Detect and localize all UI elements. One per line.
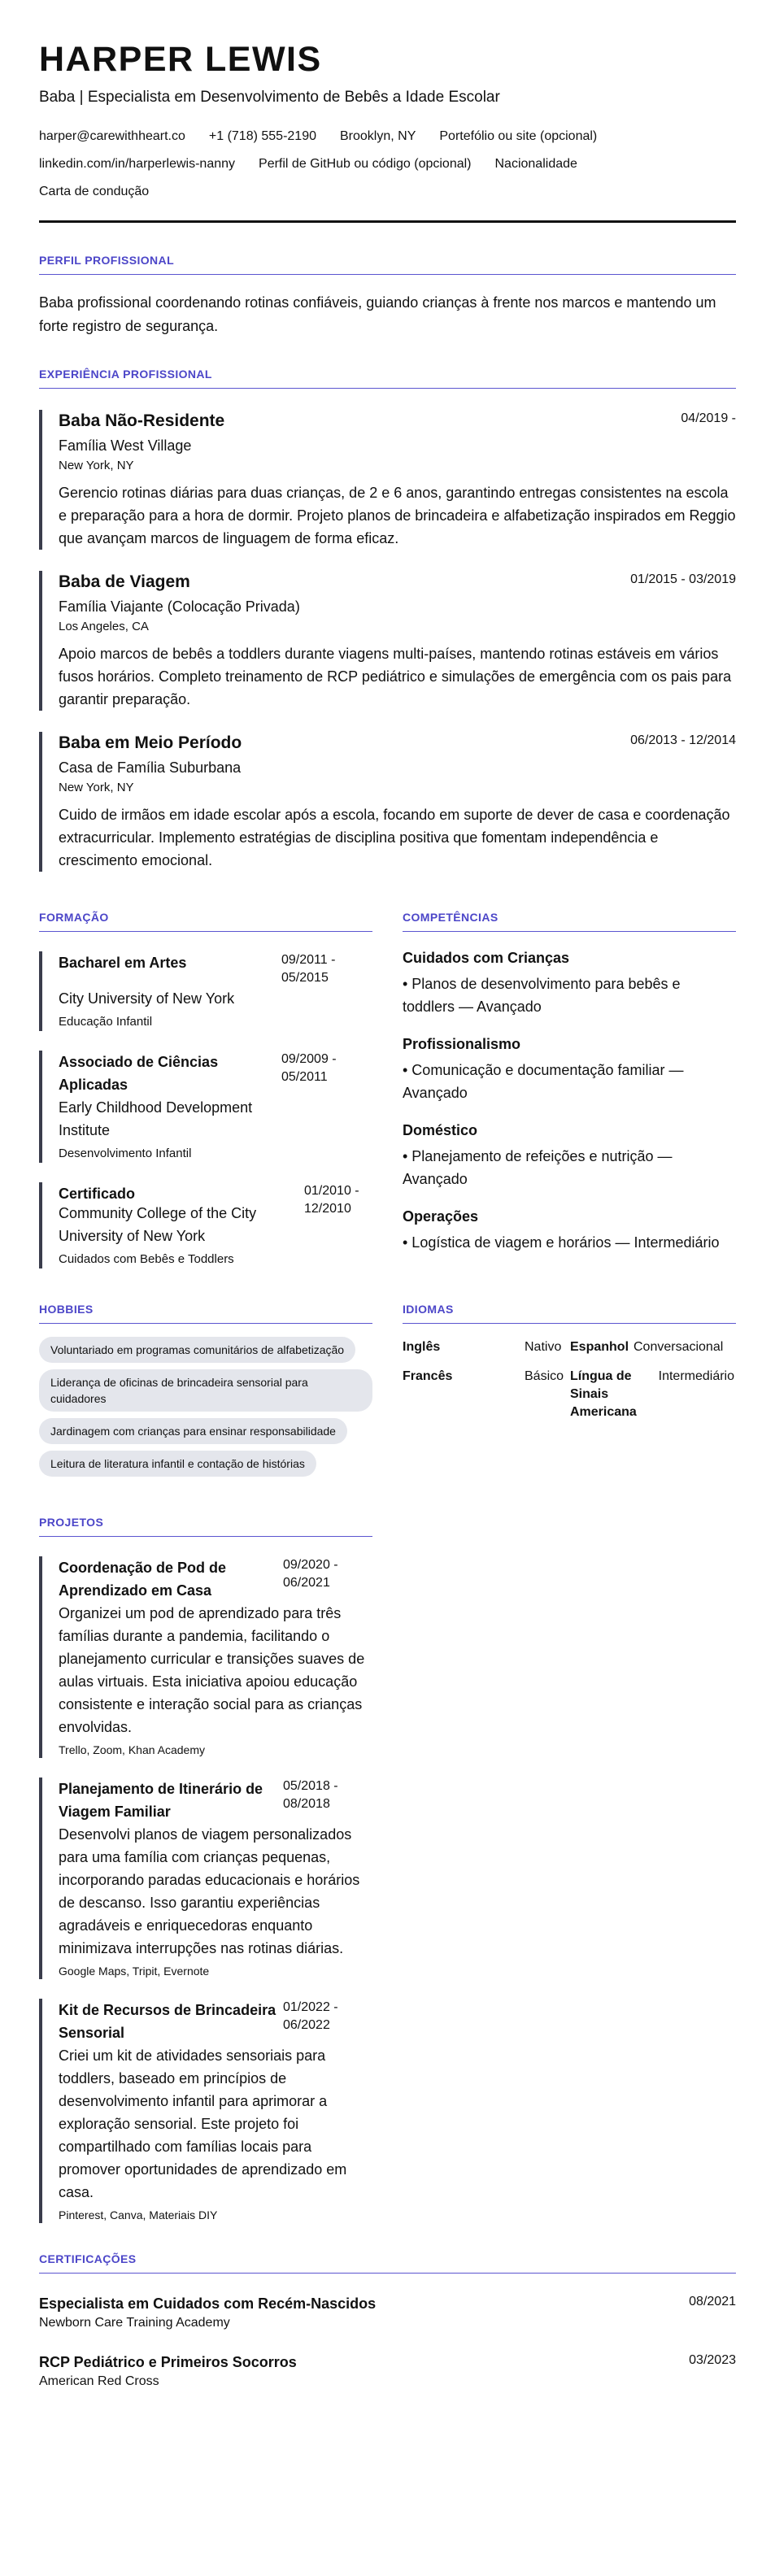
summary-section (39, 254, 736, 338)
language-level: Conversacional (633, 1340, 724, 1354)
section-title: PERFIL PROFISSIONAL (39, 254, 736, 275)
project-name: Kit de Recursos de Brincadeira Sensorial (59, 2002, 276, 2041)
hobby-chip: Liderança de oficinas de brincadeira sensorial para cuidadores (39, 1369, 372, 1412)
language-name: Francês (403, 1369, 453, 1383)
projects-section (39, 1516, 372, 2223)
header-divider (39, 220, 736, 223)
project-description: Organizei um pod de aprendizado para três famílias durante a pandemia, facilitando o planejamento curricular e transições suaves de aulas virtuais. Esta iniciativa apoiou educação consistente e interação social para as crianças envolvidas. (59, 1605, 365, 1735)
section-title: FORMAÇÃO (39, 911, 372, 932)
school: City University of New York (59, 990, 235, 1007)
project-description: Criei um kit de atividades sensoriais para toddlers, baseado em princípios de desenvolvimento infantil para aprimorar a exploração sensorial. Este projeto foi compartilhado com famílias locais para promover oportunidades de aprendizado em casa. (59, 2047, 347, 2200)
section-title: CERTIFICAÇÕES (39, 2252, 736, 2274)
hobby-chip: Voluntariado em programas comunitários de alfabetização (39, 1337, 355, 1363)
hobby-list (39, 1330, 372, 1477)
job-location: Los Angeles, CA (59, 620, 149, 633)
job-title: Baba em Meio Período (59, 733, 242, 752)
job-title: Baba de Viagem (59, 572, 190, 591)
summary-text: Baba profissional coordenando rotinas confiáveis, guiando crianças à frente nos marcos e mantendo um forte registro de segurança. (39, 294, 716, 334)
skill-item: • Planos de desenvolvimento para bebês e toddlers — Avançado (403, 976, 681, 1015)
experience-entry (39, 571, 736, 711)
contact-license: Carta de condução (39, 185, 150, 198)
contact-github[interactable]: Perfil de GitHub ou código (opcional) (259, 157, 472, 171)
experience-section (39, 368, 736, 872)
skill-group (403, 1034, 736, 1104)
school: Community College of the City University of New York (59, 1205, 257, 1244)
language-name: Inglês (403, 1340, 441, 1354)
project-entry (39, 1778, 372, 1979)
skill-item: • Planejamento de refeições e nutrição — Avançado (403, 1148, 673, 1187)
project-name: Coordenação de Pod de Aprendizado em Casa (59, 1560, 227, 1599)
employer: Família Viajante (Colocação Privada) (59, 598, 300, 615)
hobby-chip: Leitura de literatura infantil e contação de histórias (39, 1451, 316, 1477)
section-title: PROJETOS (39, 1516, 372, 1537)
field-of-study: Cuidados com Bebês e Toddlers (59, 1252, 234, 1266)
job-date: 04/2019 - (681, 411, 736, 425)
contact-email[interactable]: harper@carewithheart.co (39, 129, 185, 143)
skill-group-name: Operações (403, 1208, 479, 1225)
project-date: 09/2020 - 06/2021 (283, 1558, 338, 1590)
skills-section (403, 911, 736, 1268)
education-entry (39, 951, 372, 1031)
certification-name: Especialista em Cuidados com Recém-Nascidos (39, 2295, 377, 2312)
job-location: New York, NY (59, 781, 134, 794)
job-description: Gerencio rotinas diárias para duas crianças, de 2 e 6 anos, garantindo entregas consistentes na escola e preparação para a hora de dormir. Projeto planos de brincadeira e alfabetização inspirados em Reggio que avançam marcos de linguagem de forma eficaz. (59, 485, 736, 546)
education-date: 09/2011 - 05/2015 (281, 953, 336, 985)
education-date: 09/2009 - 05/2011 (281, 1052, 337, 1084)
certification-entry (39, 2293, 736, 2332)
hobbies-section (39, 1303, 372, 1477)
project-description: Desenvolvi planos de viagem personalizados para uma família com crianças pequenas, incorporando paradas educacionais e horários de descanso. Isso garantiu experiências agradáveis e enriquecedoras enquanto minimizava interrupções nas rotinas diárias. (59, 1826, 360, 1956)
contact-location: Brooklyn, NY (340, 129, 416, 143)
contact-list (39, 123, 657, 206)
project-tools: Google Maps, Tripit, Evernote (59, 1965, 210, 1978)
project-tools: Trello, Zoom, Khan Academy (59, 1743, 206, 1756)
education-entry (39, 1051, 372, 1163)
language-name: Língua de Sinais Americana (570, 1369, 637, 1419)
project-entry (39, 1999, 372, 2223)
skill-group (403, 1207, 736, 1254)
contact-linkedin[interactable]: linkedin.com/in/harperlewis-nanny (39, 157, 236, 171)
language-name: Espanhol (570, 1340, 629, 1354)
skill-item: • Logística de viagem e horários — Intermediário (403, 1234, 720, 1251)
project-name: Planejamento de Itinerário de Viagem Familiar (59, 1781, 263, 1820)
project-date: 01/2022 - 06/2022 (283, 2000, 338, 2032)
field-of-study: Desenvolvimento Infantil (59, 1147, 192, 1160)
two-column-block (39, 1303, 736, 1477)
project-date: 05/2018 - 08/2018 (283, 1779, 338, 1811)
certifications-section (39, 2252, 736, 2391)
contact-portfolio[interactable]: Portefólio ou site (opcional) (439, 129, 598, 143)
section-title: HOBBIES (39, 1303, 372, 1324)
contact-nationality: Nacionalidade (494, 157, 577, 171)
skill-group (403, 948, 736, 1018)
degree: Associado de Ciências Aplicadas (59, 1054, 219, 1093)
skill-item: • Comunicação e documentação familiar — Avançado (403, 1062, 684, 1101)
project-tools: Pinterest, Canva, Materiais DIY (59, 2208, 218, 2221)
certification-issuer: Newborn Care Training Academy (39, 2316, 230, 2330)
education-entry (39, 1182, 372, 1268)
experience-entry (39, 410, 736, 550)
employer: Família West Village (59, 437, 192, 454)
experience-entry (39, 732, 736, 872)
employer: Casa de Família Suburbana (59, 759, 242, 776)
degree: Bacharel em Artes (59, 955, 187, 971)
section-title: IDIOMAS (403, 1303, 736, 1324)
contact-phone[interactable]: +1 (718) 555-2190 (208, 129, 316, 143)
degree: Certificado (59, 1186, 136, 1202)
job-description: Cuido de irmãos em idade escolar após a escola, focando em suporte de dever de casa e coordenação extracurricular. Implemento estratégias de disciplina positiva que fomentam independência e crescimento emocional. (59, 807, 730, 868)
job-description: Apoio marcos de bebês a toddlers durante viagens multi-países, mantendo rotinas estáveis em vários fusos horários. Completo treinamento de RCP pediátrico e simulações de emergência com os pais para garantir preparação. (59, 646, 732, 707)
headline: Baba | Especialista em Desenvolvimento de Bebês a Idade Escolar (39, 89, 500, 106)
skill-group-name: Cuidados com Crianças (403, 950, 570, 966)
section-title: COMPETÊNCIAS (403, 911, 736, 932)
language-level: Básico (525, 1369, 564, 1383)
job-title: Baba Não-Residente (59, 411, 225, 430)
job-date: 06/2013 - 12/2014 (630, 733, 736, 747)
language-level: Intermediário (658, 1369, 734, 1383)
education-section (39, 911, 372, 1268)
languages-section (403, 1303, 736, 1477)
project-entry (39, 1556, 372, 1758)
skill-group-name: Profissionalismo (403, 1036, 521, 1052)
two-column-block (39, 911, 736, 1268)
certification-name: RCP Pediátrico e Primeiros Socorros (39, 2354, 297, 2370)
job-date: 01/2015 - 03/2019 (630, 572, 736, 586)
education-date: 01/2010 - 12/2010 (304, 1184, 359, 1216)
school: Early Childhood Development Institute (59, 1099, 253, 1138)
candidate-name: HARPER LEWIS (39, 40, 322, 79)
field-of-study: Educação Infantil (59, 1015, 153, 1029)
language-row (403, 1338, 736, 1356)
certification-date: 08/2021 (689, 2295, 736, 2308)
certification-date: 03/2023 (689, 2353, 736, 2367)
language-level: Nativo (525, 1340, 562, 1354)
skill-group (403, 1120, 736, 1190)
language-row (403, 1368, 736, 1421)
certification-entry (39, 2352, 736, 2391)
job-location: New York, NY (59, 459, 134, 472)
hobby-chip: Jardinagem com crianças para ensinar responsabilidade (39, 1418, 347, 1444)
certification-issuer: American Red Cross (39, 2374, 159, 2388)
section-title: EXPERIÊNCIA PROFISSIONAL (39, 368, 736, 389)
skill-group-name: Doméstico (403, 1122, 478, 1138)
